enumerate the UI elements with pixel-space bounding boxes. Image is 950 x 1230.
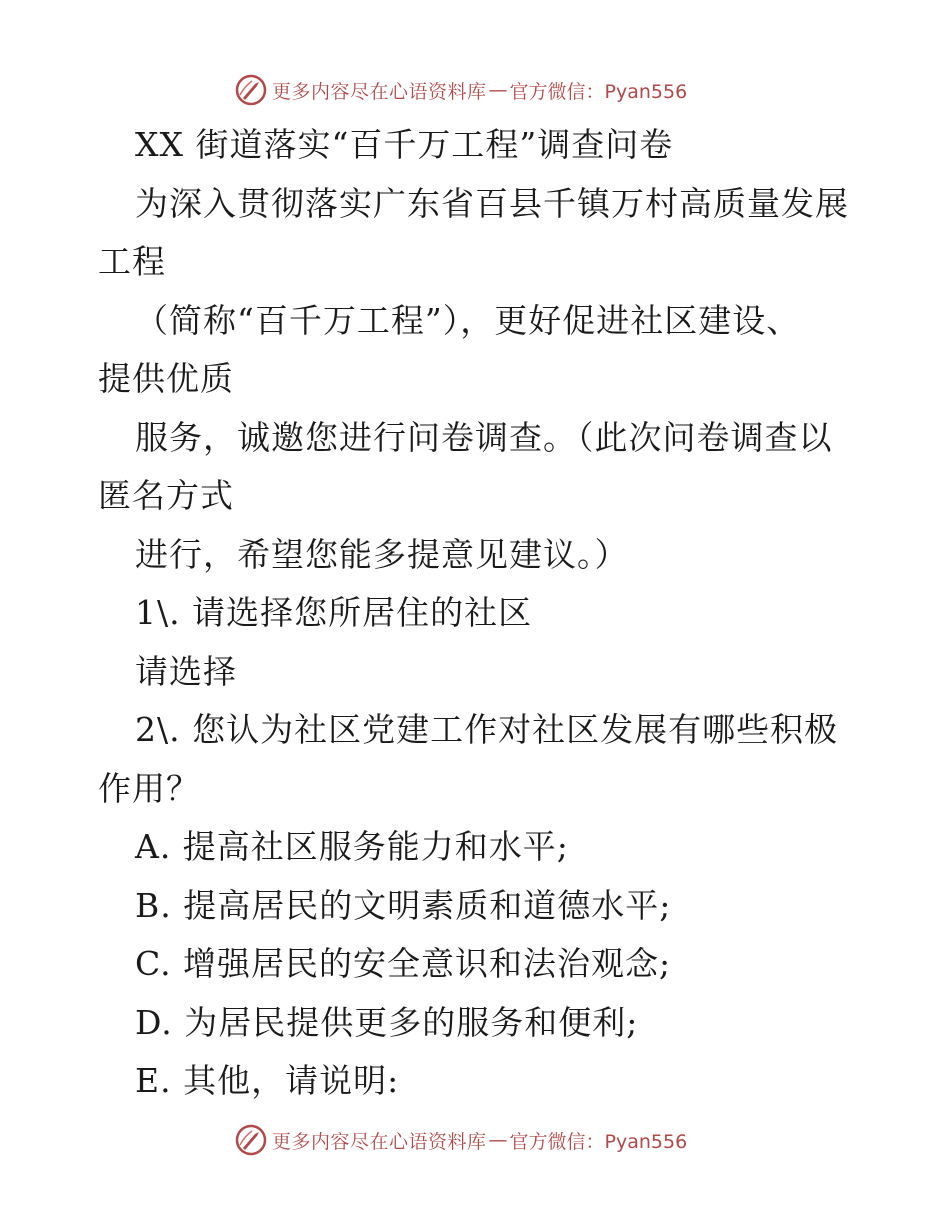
pen-nib-logo-icon	[234, 1123, 268, 1157]
header-watermark	[234, 72, 687, 108]
doc-paragraph-line: 为深入贯彻落实广东省百县千镇万村高质量发展	[135, 183, 849, 223]
doc-paragraph-line: 进行，希望您能多提意见建议。）	[135, 534, 629, 574]
watermark-suffix: 官方微信：Pyan556	[509, 1130, 688, 1153]
doc-paragraph-line: 工程	[98, 242, 166, 281]
question-2-continued: 作用？	[98, 768, 200, 808]
doc-title: XX 街道落实“百千万工程”调查问卷	[135, 125, 674, 164]
document-body	[98, 116, 858, 1111]
watermark-separator: —	[488, 79, 508, 101]
watermark-text: 更多内容尽在心语资料库	[272, 80, 487, 103]
footer-watermark	[234, 1122, 687, 1158]
option-a: A. 提高社区服务能力和水平;	[135, 827, 569, 866]
question-2: 2\. 您认为社区党建工作对社区发展有哪些积极	[135, 710, 839, 749]
watermark-text: 更多内容尽在心语资料库	[272, 1130, 487, 1153]
option-d: D. 为居民提供更多的服务和便利;	[135, 1002, 639, 1042]
doc-paragraph-line: （简称“百千万工程”），更好促进社区建设、	[135, 300, 801, 340]
option-e: E. 其他，请说明:	[135, 1061, 400, 1100]
question-1-select: 请选择	[135, 651, 237, 691]
option-c: C. 增强居民的安全意识和法治观念;	[135, 944, 672, 983]
watermark-suffix: 官方微信：Pyan556	[509, 80, 688, 103]
watermark-separator: —	[488, 1129, 508, 1151]
question-1: 1\. 请选择您所居住的社区	[135, 593, 533, 632]
doc-paragraph-line: 匿名方式	[98, 476, 234, 515]
option-b: B. 提高居民的文明素质和道德水平;	[135, 885, 672, 925]
pen-nib-logo-icon	[234, 73, 268, 107]
doc-paragraph-line: 提供优质	[98, 359, 234, 398]
doc-paragraph-line: 服务，诚邀您进行问卷调查。（此次问卷调查以	[135, 417, 833, 457]
